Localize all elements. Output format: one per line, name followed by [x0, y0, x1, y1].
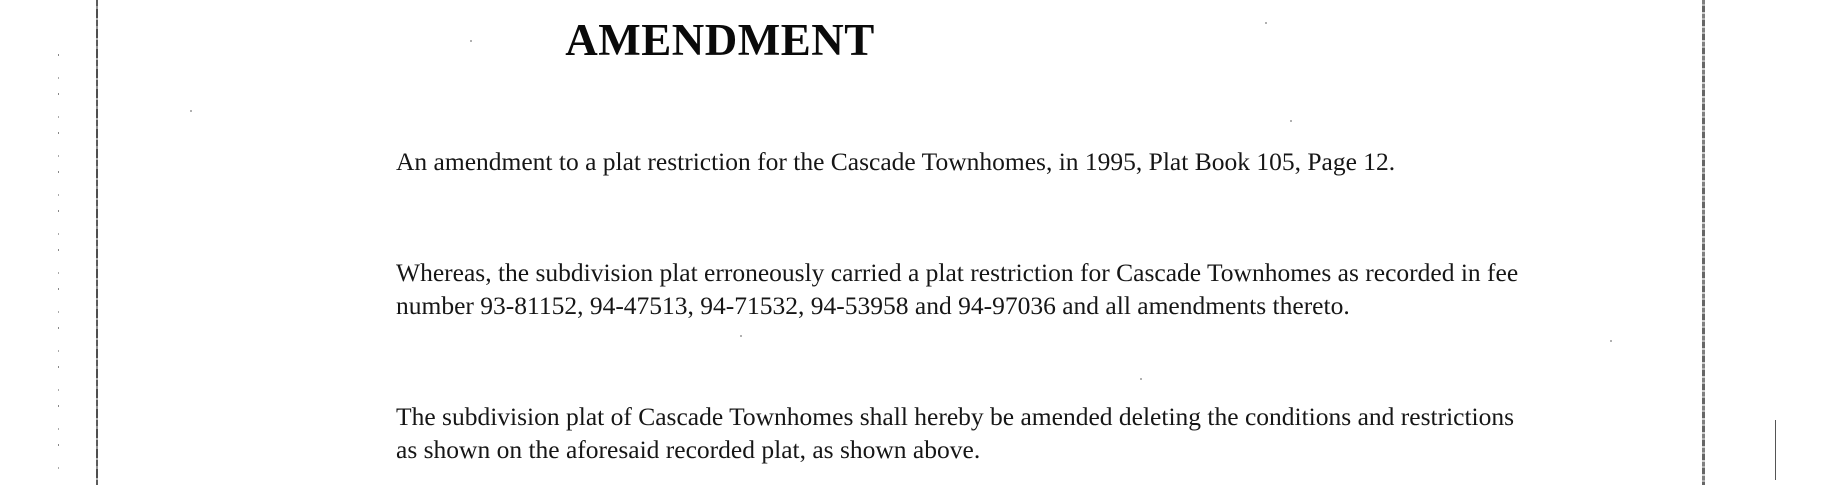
scan-speck	[740, 335, 742, 337]
scan-speck	[190, 110, 192, 112]
scan-edge-right	[1702, 0, 1705, 485]
document-title	[0, 14, 1440, 66]
scan-edge-left	[96, 0, 98, 485]
scan-speck	[1610, 340, 1612, 342]
paragraph-resolution: The subdivision plat of Cascade Townhomes shall hereby be amended deleting the conditions and restrictions as shown on the aforesaid recorded plat, as shown above.	[396, 402, 1515, 464]
paragraph-whereas: Whereas, the subdivision plat erroneously carried a plat restriction for Cascade Townhomes as recorded in fee number 93-81152, 94-47513, 94-71532, 94-53958 and 94-97036 and all amendments thereto.	[396, 258, 1519, 320]
paragraph-intro: An amendment to a plat restriction for the Cascade Townhomes, in 1995, Plat Book 105, Page 12.	[396, 147, 1396, 176]
scan-speck	[1140, 378, 1142, 380]
scan-artifact-right	[1775, 420, 1776, 480]
scan-artifact-left	[58, 40, 59, 480]
document-title-text: AMENDMENT	[565, 15, 875, 65]
scan-speck	[1290, 120, 1292, 122]
